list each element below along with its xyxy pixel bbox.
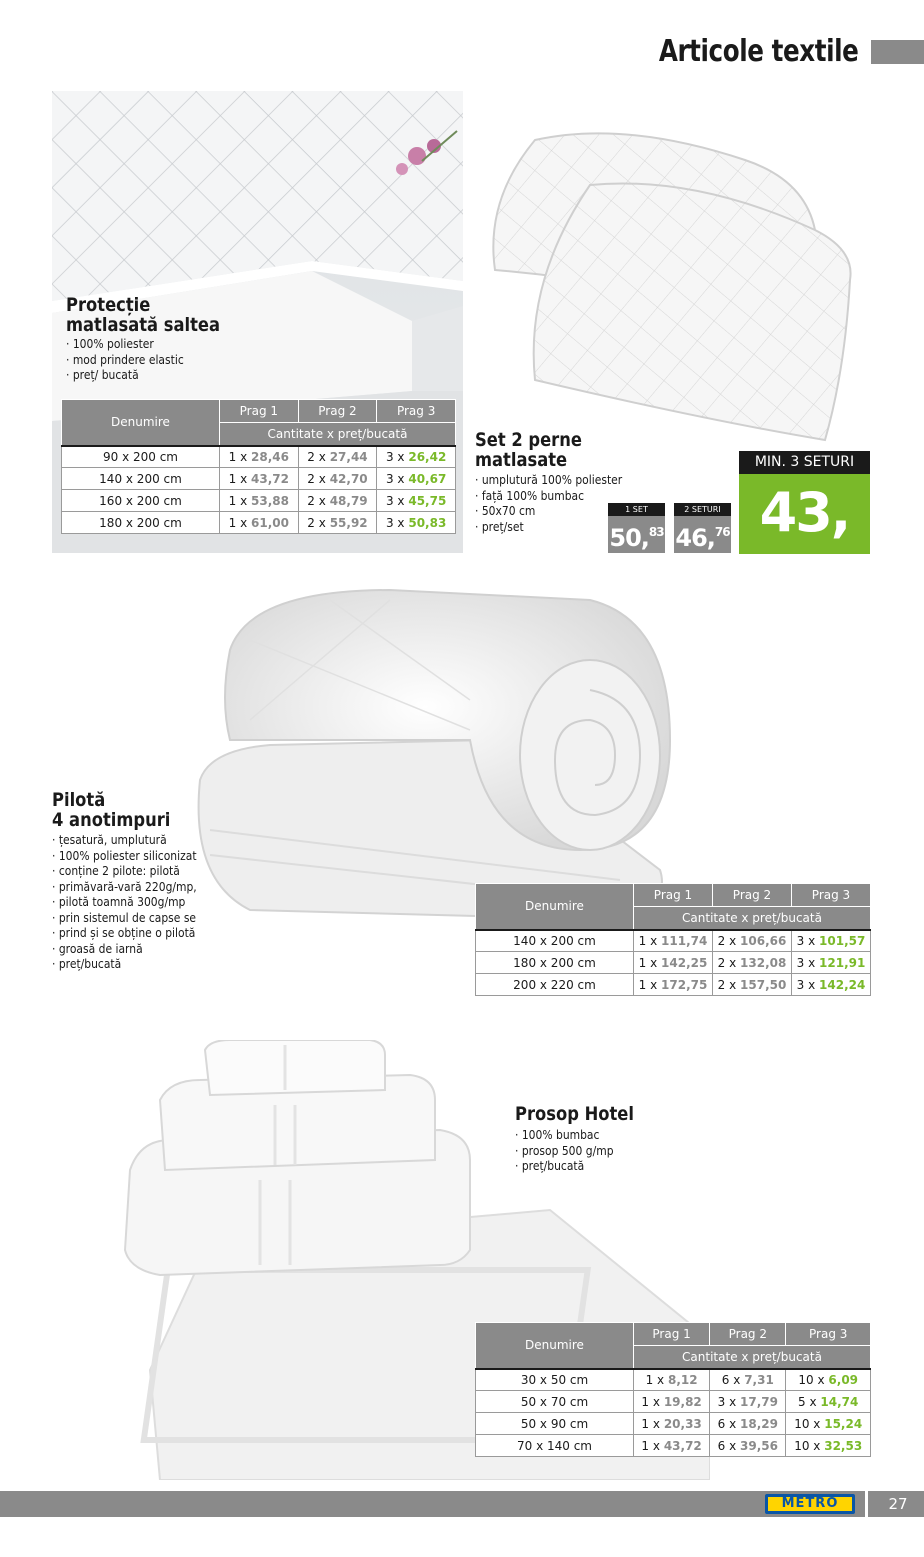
page-number: 27 <box>888 1495 908 1513</box>
table-row: 160 x 200 cm 1 x 53,88 2 x 48,79 3 x 45,75 <box>62 490 456 512</box>
mattress-features: · 100% poliester · mod prindere elastic · preț/ bucată <box>66 336 255 383</box>
duvet-features: · țesatură, umplutură · 100% poliester siliconizat · conține 2 pilote: pilotă · primăvară-vară 220g/mp, · pilotă toamnă 300g/mp · prin sistemul de capse se · prind și se obține o pilotă · groasă de iarnă · preț/bucată <box>52 832 250 972</box>
price-badge-main: 43,71 <box>739 474 870 554</box>
page-title: Articole textile <box>658 34 858 69</box>
mattress-price-table: Denumire Prag 1 Prag 2 Prag 3 Cantitate x preț/bucată 90 x 200 cm 1 x 28,46 2 x 27,44 3 x 26,42 140 x 200 cm 1 x 43,72 2 x 42,70 3 x 40,67 160 x 200 cm 1 x 53,88 2 x 48,79 3 x 45,75 180 x 200 cm 1 x 61,00 2 x 55,92 3 x 50,83 <box>61 399 456 534</box>
price-badge-1-set: 1 SET 50,83 <box>609 505 664 552</box>
title-accent-bar <box>871 40 924 64</box>
duvet-price-table: Denumire Prag 1 Prag 2 Prag 3 Cantitate x preț/bucată 140 x 200 cm 1 x 111,74 2 x 106,66 3 x 101,57 180 x 200 cm 1 x 142,25 2 x 132,08 3 x 121,91 200 x 220 cm 1 x 172,75 2 x 157,50 3 x 142,24 <box>475 883 871 996</box>
table-row: 140 x 200 cm 1 x 43,72 2 x 42,70 3 x 40,67 <box>62 468 456 490</box>
metro-logo: METRO <box>765 1494 855 1514</box>
min-sets-label: MIN. 3 SETURI <box>739 451 870 474</box>
pillows-product-name: Set 2 perne matlasate <box>475 429 582 471</box>
pillows-features: · umplutură 100% poliester · față 100% bumbac · 50x70 cm · preț/set <box>475 472 681 534</box>
table-row: 30 x 50 cm 1 x 8,12 6 x 7,31 10 x 6,09 <box>476 1369 871 1391</box>
mattress-product-name: Protecție matlasată saltea <box>66 294 221 336</box>
table-row: 180 x 200 cm 1 x 61,00 2 x 55,92 3 x 50,83 <box>62 512 456 534</box>
table-row: 90 x 200 cm 1 x 28,46 2 x 27,44 3 x 26,42 <box>62 446 456 468</box>
table-row: 180 x 200 cm 1 x 142,25 2 x 132,08 3 x 121,91 <box>476 952 871 974</box>
price-badge-2-sets: 2 SETURI 46,76 <box>675 505 730 552</box>
table-row: 50 x 70 cm 1 x 19,82 3 x 17,79 5 x 14,74 <box>476 1391 871 1413</box>
pillows-image <box>475 120 875 450</box>
table-row: 70 x 140 cm 1 x 43,72 6 x 39,56 10 x 32,53 <box>476 1435 871 1457</box>
table-row: 50 x 90 cm 1 x 20,33 6 x 18,29 10 x 15,24 <box>476 1413 871 1435</box>
duvet-product-name: Pilotă 4 anotimpuri <box>52 789 171 831</box>
table-header-name: Denumire <box>62 400 220 446</box>
towel-features: · 100% bumbac · prosop 500 g/mp · preț/bucată <box>515 1127 704 1174</box>
towel-price-table: Denumire Prag 1 Prag 2 Prag 3 Cantitate x preț/bucată 30 x 50 cm 1 x 8,12 6 x 7,31 10 x 6,09 50 x 70 cm 1 x 19,82 3 x 17,79 5 x 14,74 50 x 90 cm 1 x 20,33 6 x 18,29 10 x 15,24 70 x 140 cm 1 x 43,72 6 x 39,56 10 x 32,53 <box>475 1322 871 1457</box>
towel-product-name: Prosop Hotel <box>515 1103 635 1125</box>
table-row: 140 x 200 cm 1 x 111,74 2 x 106,66 3 x 101,57 <box>476 930 871 952</box>
table-row: 200 x 220 cm 1 x 172,75 2 x 157,50 3 x 142,24 <box>476 974 871 996</box>
footer-separator <box>865 1491 868 1517</box>
